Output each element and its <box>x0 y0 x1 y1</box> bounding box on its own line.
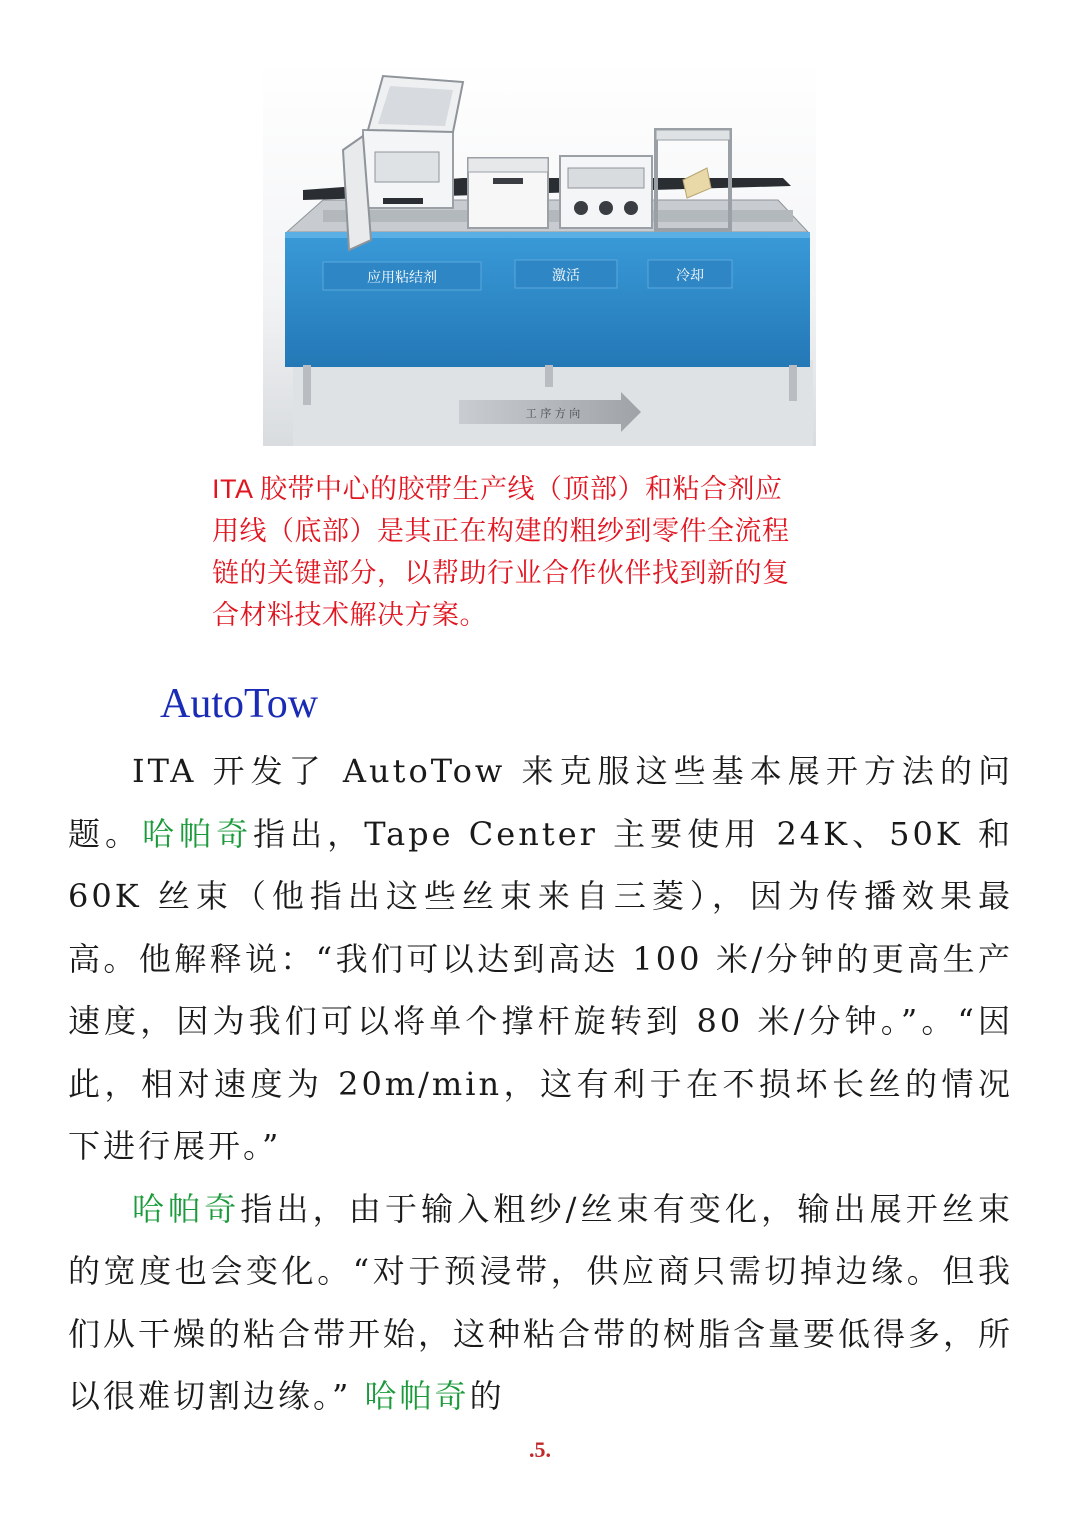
paragraph-2 <box>68 1178 1013 1428</box>
paragraph-1 <box>68 740 1013 1178</box>
person-name-highlight: 哈帕奇 <box>364 1377 470 1415</box>
caption-line: 链的关键部分，以帮助行业合作伙伴找到新的复 <box>212 558 790 588</box>
page-number: .5. <box>529 1437 551 1462</box>
caption-line: 合材料技术解决方案。 <box>212 600 487 630</box>
paragraph-text: ITA 开发了 AutoTow 来克服这些基本展开方法的问题。 <box>68 752 1013 853</box>
label-process-direction: 工 序 方 向 <box>525 407 581 420</box>
article-body <box>68 740 1013 1428</box>
paragraph-text: 的 <box>469 1377 505 1415</box>
label-apply-binder: 应用粘结剂 <box>367 270 437 286</box>
figure-caption <box>212 468 824 636</box>
production-line-figure <box>263 60 816 446</box>
caption-line: ITA 胶带中心的胶带生产线（顶部）和粘合剂应 <box>212 474 783 504</box>
paragraph-text: 指出，由于输入粗纱/丝束有变化，输出展开丝束的宽度也会变化。“对于预浸带，供应商只需切掉边缘。但我们从干燥的粘合带开始，这种粘合带的树脂含量要低得多，所以很难切割边缘。” <box>68 1189 1014 1415</box>
label-cooling: 冷却 <box>676 268 704 284</box>
section-heading: AutoTow <box>160 681 319 727</box>
paragraph-text: 指出，Tape Center 主要使用 24K、50K 和 60K 丝束（他指出这些丝束来自三菱），因为传播效果最高。他解释说：“我们可以达到高达 100 米/分钟的更高生产速度，因为我们可以将单个撑杆旋转到 80 米/分钟。”。“因此，相对速度为 20m/min，这有利于在不损坏长丝的情况下进行展开。” <box>68 814 1013 1165</box>
person-name-highlight: 哈帕奇 <box>142 814 254 853</box>
caption-line: 用线（底部）是其正在构建的粗纱到零件全流程 <box>212 516 790 546</box>
machine-blue-base <box>285 232 810 367</box>
label-activation: 激活 <box>552 268 580 284</box>
person-name-highlight: 哈帕奇 <box>132 1189 241 1228</box>
